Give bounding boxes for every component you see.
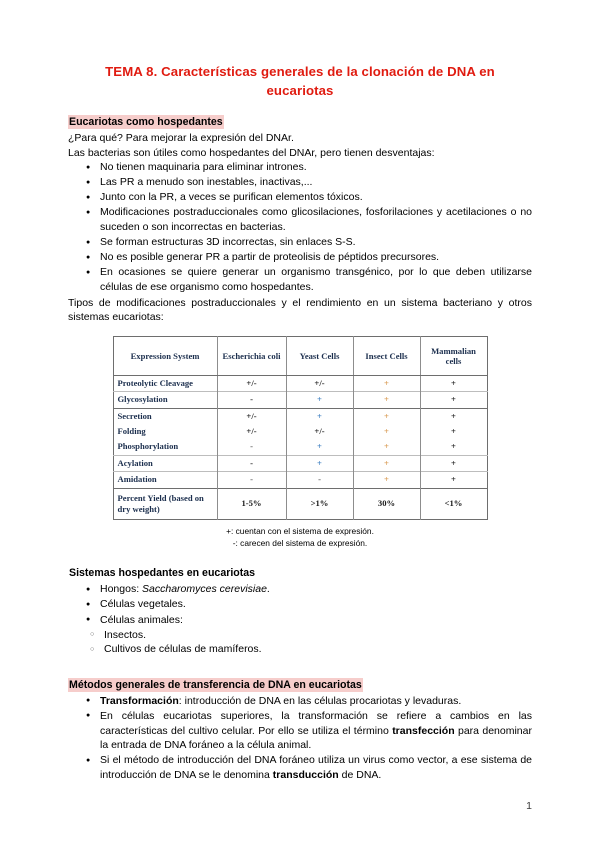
cell-value: >1% xyxy=(286,488,353,520)
column-header-expression-system: Expression System xyxy=(113,336,217,375)
table-row xyxy=(113,488,487,520)
term-transfeccion: transfección xyxy=(392,724,455,737)
cell-value: + xyxy=(420,392,487,408)
section-heading-hosts: Eucariotas como hospedantes xyxy=(69,116,223,128)
cell-value: +/- xyxy=(286,375,353,391)
cell-value: + xyxy=(353,439,420,455)
document-content xyxy=(68,62,532,783)
list-item-text: para denominar la entrada de DNA foráneo a la célula animal. xyxy=(100,724,532,752)
list-item: ● Las PR a menudo son inestables, inactivas,... xyxy=(100,175,532,190)
cell-value: 1-5% xyxy=(217,488,286,520)
cell-value: +/- xyxy=(286,424,353,439)
section-heading-methods: Métodos generales de transferencia de DNA en eucariotas xyxy=(69,678,362,691)
cell-value: + xyxy=(353,424,420,439)
hosts-intro-line-2: Las bacterias son útiles como hospedantes del DNAr, pero tienen desventajas: xyxy=(68,146,435,159)
list-item-text: de DNA. xyxy=(338,768,382,781)
list-item: ● Modificaciones postraduccionales como glicosilaciones, fosforilaciones y acetilaciones o no suceden o son incorrectas en bacterias. xyxy=(100,205,532,234)
list-item: ○ Cultivos de células de mamíferos. xyxy=(104,642,532,657)
cell-value: + xyxy=(451,441,456,452)
cell-value: - xyxy=(217,392,286,408)
page-title: TEMA 8. Características generales de la clonación de DNA en eucariotas xyxy=(105,64,495,98)
row-label: Acylation xyxy=(113,455,217,471)
column-header-yeast: Yeast Cells xyxy=(286,336,353,375)
section-heading-systems: Sistemas hospedantes en eucariotas xyxy=(69,567,256,580)
row-label: Folding xyxy=(113,424,217,439)
list-item-text: En células eucariotas superiores, la transformación se refiere a cambios en las características del cultivo celular. Por ello se utiliza el término xyxy=(100,709,532,737)
cell-value: +/- xyxy=(217,375,286,391)
list-item: ● Células animales: xyxy=(100,613,532,628)
page-number: 1 xyxy=(526,800,532,812)
row-label: Secretion xyxy=(113,408,217,424)
cell-value: <1% xyxy=(420,488,487,520)
cell-value: + xyxy=(286,439,353,455)
term-transformacion: Transformación xyxy=(100,694,179,707)
table-row xyxy=(113,375,487,391)
species-name: Saccharomyces cerevisiae xyxy=(142,583,267,596)
table-body xyxy=(113,375,487,520)
row-label: Phosphorylation xyxy=(113,439,217,455)
row-label: Proteolytic Cleavage xyxy=(113,375,217,391)
table-intro-text: Tipos de modificaciones postraduccionales y el rendimiento en un sistema bacteriano y otros sistemas eucariotas: xyxy=(68,296,532,324)
table-row xyxy=(113,439,487,455)
table-row xyxy=(113,408,487,424)
list-item xyxy=(100,582,532,597)
cell-value: + xyxy=(353,408,420,424)
row-label: Amidation xyxy=(113,472,217,488)
cell-value: + xyxy=(451,377,456,388)
cell-value: +/- xyxy=(217,408,286,424)
cell-value: + xyxy=(353,375,420,391)
row-label: Glycosylation xyxy=(113,392,217,408)
list-item-suffix: . xyxy=(266,583,270,596)
cell-value: 30% xyxy=(353,488,420,520)
list-item xyxy=(100,694,532,709)
cell-value: - xyxy=(217,439,286,455)
cell-value: + xyxy=(353,472,420,488)
list-item xyxy=(100,709,532,753)
column-header-insect: Insect Cells xyxy=(353,336,420,375)
hosts-intro-line-1: ¿Para qué? Para mejorar la expresión del DNAr. xyxy=(68,132,294,144)
column-header-ecoli: Escherichia coli xyxy=(217,336,286,375)
expression-table-wrapper xyxy=(68,336,532,521)
cell-value: + xyxy=(420,408,487,424)
expression-system-table xyxy=(113,336,488,521)
table-header-row xyxy=(113,336,487,375)
cell-value: + xyxy=(353,455,420,471)
legend-line-minus: -: carecen del sistema de expresión. xyxy=(232,537,368,548)
list-item xyxy=(100,753,532,782)
cell-value: - xyxy=(286,472,353,488)
cell-value: + xyxy=(286,408,353,424)
cell-value: +/- xyxy=(217,424,286,439)
cell-value: + xyxy=(286,392,353,408)
section-methods xyxy=(68,675,532,693)
methods-bullet-list xyxy=(68,694,532,783)
cell-value: - xyxy=(217,455,286,471)
hosts-bullet-list xyxy=(68,160,532,294)
cell-value: + xyxy=(420,455,487,471)
table-row xyxy=(113,472,487,488)
table-row xyxy=(113,424,487,439)
list-item: ● Se forman estructuras 3D incorrectas, sin enlaces S-S. xyxy=(100,235,532,250)
cell-value: + xyxy=(353,392,420,408)
cell-value: + xyxy=(451,425,456,436)
column-header-mammalian: Mammalian cells xyxy=(420,336,487,375)
row-label: Percent Yield (based on dry weight) xyxy=(113,488,217,520)
table-legend xyxy=(68,526,532,549)
cell-value: + xyxy=(286,455,353,471)
section-systems xyxy=(68,563,532,581)
legend-line-plus: +: cuentan con el sistema de expresión. xyxy=(226,526,374,537)
list-item: ● En ocasiones se quiere generar un organismo transgénico, por lo que deben utilizarse células de ese organismo como hospedantes. xyxy=(100,265,532,294)
table-row xyxy=(113,455,487,471)
list-item: ● No es posible generar PR a partir de proteolisis de péptidos precursores. xyxy=(100,250,532,265)
list-item: ● No tienen maquinaria para eliminar intrones. xyxy=(100,160,532,175)
systems-bullet-list xyxy=(68,582,532,627)
table-row xyxy=(113,392,487,408)
systems-sub-bullet-list xyxy=(68,628,532,657)
list-item: ● Células vegetales. xyxy=(100,597,532,612)
section-hosts xyxy=(68,112,532,130)
list-item-text: Si el método de introducción del DNA foráneo utiliza un virus como vector, a ese sistema de introducción de DNA se le denomina xyxy=(100,754,532,781)
list-item-prefix: Hongos: xyxy=(100,583,143,596)
cell-value: + xyxy=(420,472,487,488)
cell-value: - xyxy=(217,472,286,488)
term-transduccion: transducción xyxy=(272,768,339,781)
list-item: ○ Insectos. xyxy=(104,628,532,643)
list-item: ● Junto con la PR, a veces se purifican elementos tóxicos. xyxy=(100,190,532,205)
list-item-text: : introducción de DNA en las células procariotas y levaduras. xyxy=(178,694,462,707)
